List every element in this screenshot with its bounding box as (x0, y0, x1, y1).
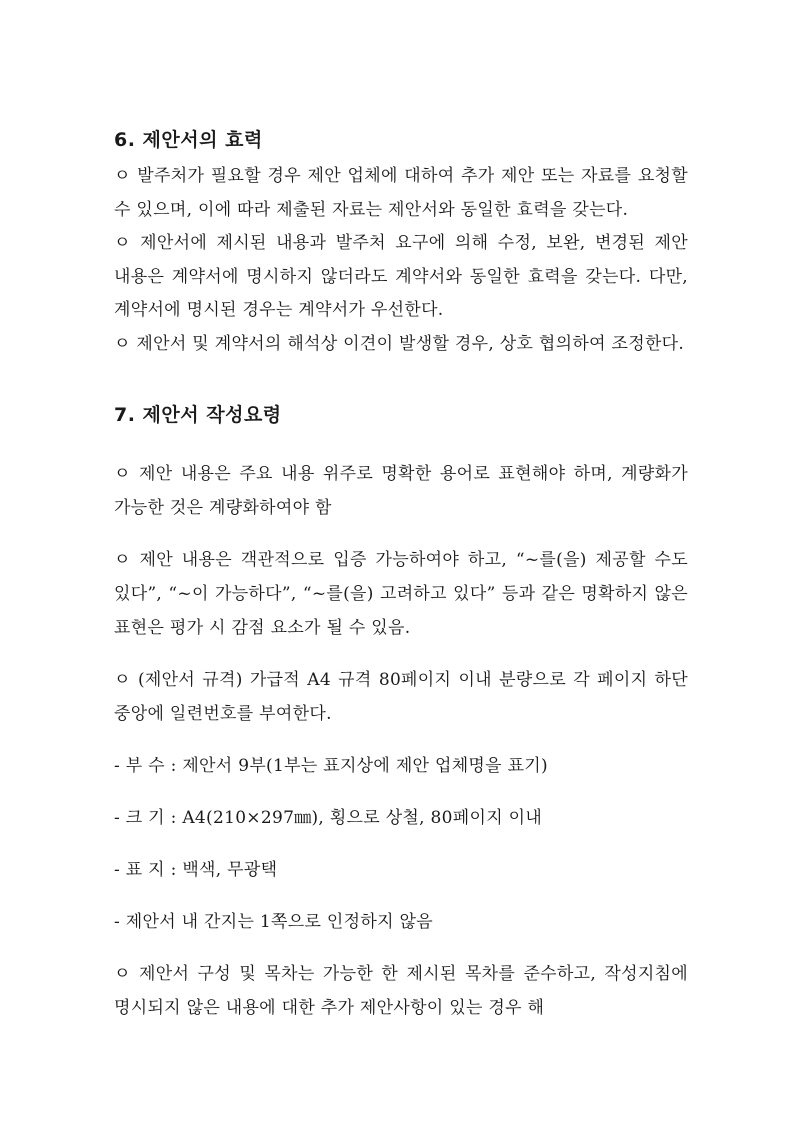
section-7-paragraph-1: ㅇ 제안 내용은 주요 내용 위주로 명확한 용어로 표현해야 하며, 계량화가 가능한 것은 계량화하여야 함 (114, 464, 688, 518)
spec-item-copies: - 부 수 : 제안서 9부(1부는 표지상에 제안 업체명을 표기) (114, 756, 548, 776)
section-7-title: 7. 제안서 작성요령 (114, 404, 282, 426)
section-7-paragraph-4: ㅇ 제안서 구성 및 목차는 가능한 한 제시된 목차를 준수하고, 작성지침에 명시되지 않은 내용에 대한 추가 제안사항이 있는 경우 해 (114, 964, 688, 1018)
section-7 (114, 395, 688, 1025)
section-6-paragraph-3: ㅇ 제안서 및 계약서의 해석상 이견이 발생할 경우, 상호 협의하여 조정한다. (114, 333, 685, 354)
section-6 (114, 120, 688, 361)
spec-item-size: - 크 기 : A4(210×297㎜), 횡으로 상철, 80페이지 이내 (114, 808, 543, 828)
spec-item-divider: - 제안서 내 간지는 1쪽으로 인정하지 않음 (114, 912, 433, 932)
section-6-title: 6. 제안서의 효력 (114, 129, 263, 151)
section-6-paragraph-2: ㅇ 제안서에 제시된 내용과 발주처 요구에 의해 수정, 보완, 변경된 제안 내용은 계약서에 명시하지 않더라도 계약서와 동일한 효력을 갖는다. 다만, 계약서에 명시된 경우는 계약서가 우선한다. (114, 233, 688, 320)
section-7-paragraph-3: ㅇ (제안서 규격) 가급적 A4 규격 80페이지 이내 분량으로 각 페이지 하단 중앙에 일련번호를 부여한다. (114, 670, 688, 724)
section-7-paragraph-2: ㅇ 제안 내용은 객관적으로 입증 가능하여야 하고, “~를(을) 제공할 수도 있다”, “~이 가능하다”, “~를(을) 고려하고 있다” 등과 같은 명확하지 않은 표현은 평가 시 감점 요소가 될 수 있음. (114, 550, 688, 638)
section-6-paragraph-1: ㅇ 발주처가 필요할 경우 제안 업체에 대하여 추가 제안 또는 자료를 요청할 수 있으며, 이에 따라 제출된 자료는 제안서와 동일한 효력을 갖는다. (114, 166, 688, 220)
document-page (114, 120, 688, 1025)
spec-item-cover: - 표 지 : 백색, 무광택 (114, 860, 278, 880)
